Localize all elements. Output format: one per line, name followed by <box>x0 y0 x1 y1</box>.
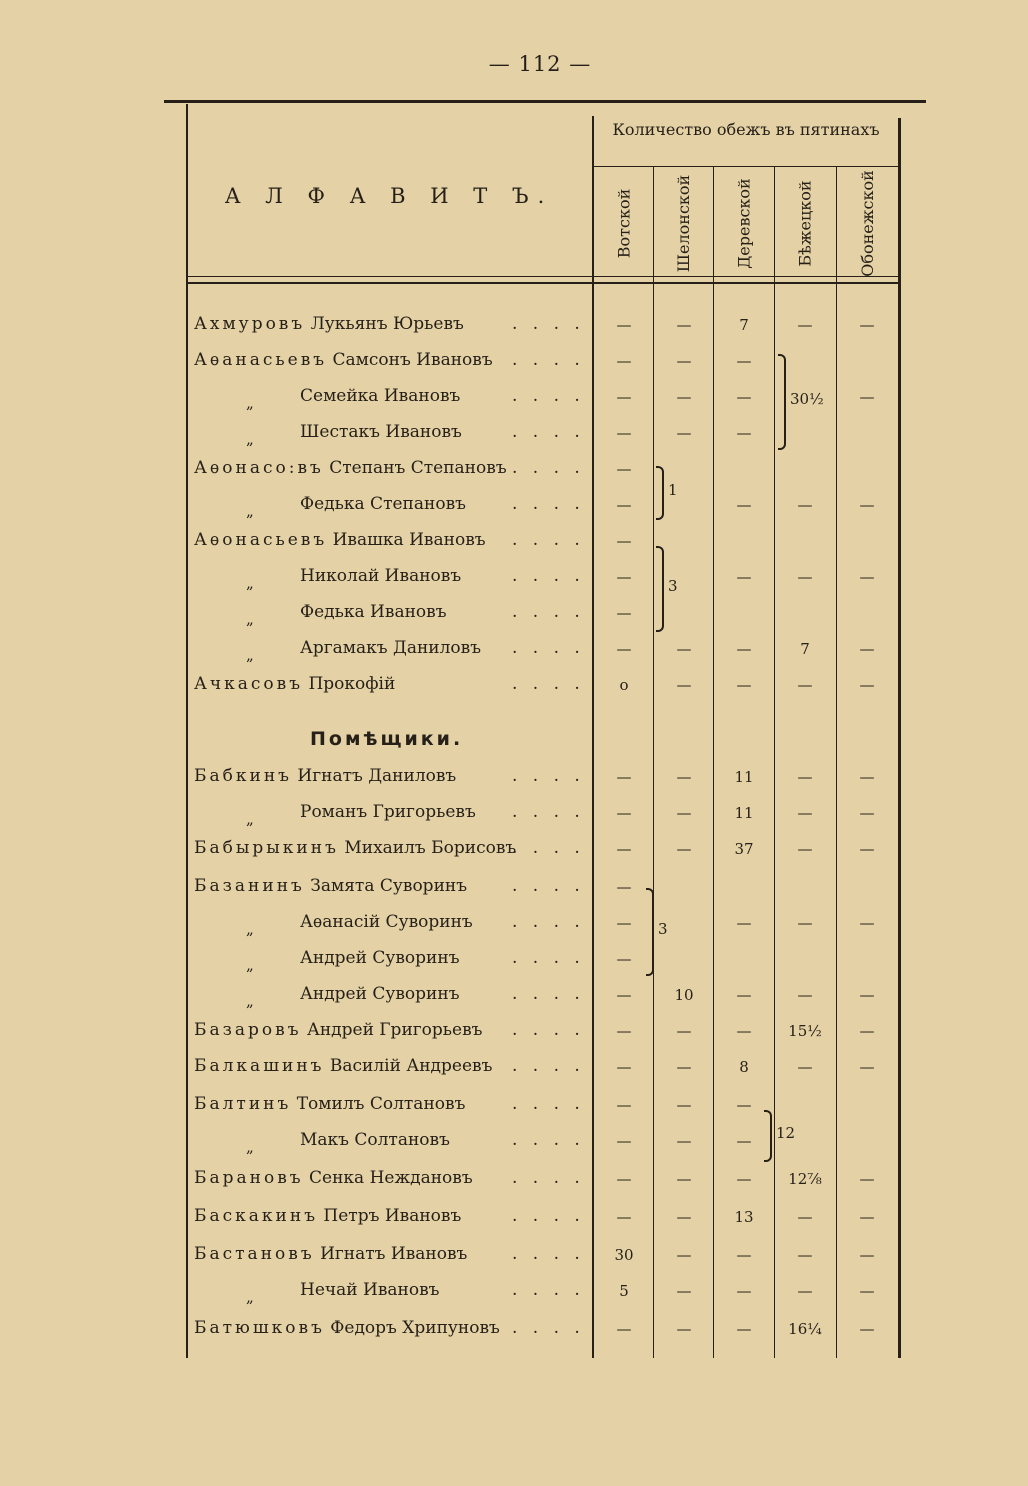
surname: Баскакинъ <box>194 1206 319 1226</box>
count-cell: — <box>616 424 632 442</box>
leader-dots: . . . . <box>512 602 585 622</box>
count-cell: — <box>736 640 752 658</box>
grouping-brace <box>656 466 664 520</box>
ditto-mark: „ <box>246 810 254 828</box>
landowner-name <box>246 802 476 828</box>
count-cell: — <box>797 986 813 1004</box>
count-cell: — <box>797 316 813 334</box>
count-cell: — <box>859 1246 875 1264</box>
landowner-name <box>194 1094 465 1114</box>
count-cell: — <box>736 1246 752 1264</box>
count-cell: — <box>616 1096 632 1114</box>
landowner-name <box>194 838 516 858</box>
landowner-name <box>194 1056 492 1076</box>
landowner-name <box>194 766 456 786</box>
count-cell: — <box>616 1170 632 1188</box>
ditto-mark: „ <box>246 1288 254 1306</box>
table-row <box>160 1272 930 1308</box>
surname: Балкашинъ <box>194 1056 325 1076</box>
count-cell: — <box>676 352 692 370</box>
table-row <box>160 976 930 1012</box>
count-cell: — <box>616 1132 632 1150</box>
given-name: Сенка Неждановъ <box>309 1168 473 1188</box>
count-cell: 5 <box>619 1282 629 1300</box>
count-cell: — <box>859 676 875 694</box>
table-row <box>160 758 930 794</box>
leader-dots: . . . . <box>512 314 585 334</box>
count-cell: — <box>616 804 632 822</box>
landowner-name <box>246 566 462 592</box>
count-cell: 11 <box>734 768 754 786</box>
table-row <box>160 868 930 904</box>
count-cell: — <box>736 1282 752 1300</box>
obezh-count-heading: Количество обежъ въ пятинахъ <box>612 120 880 139</box>
leader-dots: . . . . <box>512 638 585 658</box>
table-row <box>160 1236 930 1272</box>
surname: Аѳонасьевъ <box>194 530 328 550</box>
count-cell: — <box>797 1058 813 1076</box>
count-cell: — <box>736 914 752 932</box>
count-cell: — <box>736 1320 752 1338</box>
column-header-obonezhskoy: Обонежской <box>857 169 877 277</box>
given-name: Михаилъ Борисовъ <box>344 838 517 858</box>
given-name: Петръ Ивановъ <box>323 1206 462 1226</box>
surname: Батюшковъ <box>194 1318 325 1338</box>
leader-dots: . . . . <box>512 1280 585 1300</box>
grouping-brace <box>656 546 664 632</box>
page-number: — 112 — <box>488 52 592 76</box>
count-cell: — <box>616 1208 632 1226</box>
count-cell: 37 <box>734 840 754 858</box>
landowner-name <box>246 422 462 448</box>
count-cell: — <box>616 460 632 478</box>
table-row <box>160 594 930 630</box>
table-row <box>160 1012 930 1048</box>
leader-dots: . . . . <box>512 494 585 514</box>
surname: Бастановъ <box>194 1244 315 1264</box>
count-cell: — <box>797 804 813 822</box>
leader-dots: . . . . <box>512 912 585 932</box>
section-title: Помѣщики. <box>310 728 464 750</box>
table-row <box>160 1122 930 1158</box>
given-name: Самсонъ Ивановъ <box>332 350 493 370</box>
grouping-brace <box>764 1110 772 1162</box>
count-cell: — <box>736 424 752 442</box>
leader-dots: . . . . <box>512 674 585 694</box>
given-name: Шестакъ Ивановъ <box>300 422 462 442</box>
count-cell: — <box>859 840 875 858</box>
count-cell: — <box>616 768 632 786</box>
column-header-bezhetskoy: Бѣжецкой <box>795 179 815 267</box>
ditto-mark: „ <box>246 992 254 1010</box>
count-cell: — <box>676 840 692 858</box>
table-row <box>160 666 930 702</box>
count-cell: 15½ <box>788 1022 822 1040</box>
leader-dots: . . . . <box>512 422 585 442</box>
landowner-name <box>246 912 473 938</box>
count-cell: — <box>859 1282 875 1300</box>
given-name: Андрей Суворинъ <box>300 984 460 1004</box>
surname: Базанинъ <box>194 876 305 896</box>
leader-dots: . . . . <box>512 948 585 968</box>
count-cell: — <box>859 496 875 514</box>
table-row <box>160 522 930 558</box>
surname: Аѳанасьевъ <box>194 350 328 370</box>
landowner-name <box>194 1206 461 1226</box>
count-cell: — <box>676 804 692 822</box>
leader-dots: . . . . <box>512 386 585 406</box>
count-cell: — <box>676 1170 692 1188</box>
grouping-brace <box>778 354 786 450</box>
ditto-mark: „ <box>246 956 254 974</box>
count-cell: — <box>859 640 875 658</box>
given-name: Игнатъ Ивановъ <box>320 1244 468 1264</box>
count-cell: — <box>616 496 632 514</box>
surname: Ахмуровъ <box>194 314 306 334</box>
brace-value: 1 <box>668 481 678 499</box>
count-cell: — <box>797 1208 813 1226</box>
given-name: Андрей Григорьевъ <box>306 1020 483 1040</box>
count-cell: — <box>676 1022 692 1040</box>
count-cell: — <box>616 640 632 658</box>
leader-dots: . . . . <box>512 984 585 1004</box>
landowner-name <box>246 386 461 412</box>
count-cell: — <box>797 1246 813 1264</box>
count-cell: — <box>676 1096 692 1114</box>
table-row <box>160 414 930 450</box>
landowner-name <box>246 602 447 628</box>
given-name: Семейка Ивановъ <box>300 386 461 406</box>
count-cell: — <box>736 1022 752 1040</box>
count-cell: — <box>859 1320 875 1338</box>
leader-dots: . . . . <box>512 1056 585 1076</box>
landowner-name <box>246 1280 440 1306</box>
table-row <box>160 1160 930 1196</box>
surname: Ачкасовъ <box>194 674 304 694</box>
count-cell: 13 <box>734 1208 754 1226</box>
count-cell: — <box>859 1022 875 1040</box>
count-cell: — <box>676 1320 692 1338</box>
alphabet-heading: А Л Ф А В И Т Ъ. <box>224 184 554 208</box>
given-name: Нечай Ивановъ <box>300 1280 440 1300</box>
count-cell: — <box>676 676 692 694</box>
count-cell: — <box>797 840 813 858</box>
count-cell: — <box>859 1058 875 1076</box>
brace-value: 3 <box>658 920 668 938</box>
brace-value: 30½ <box>790 390 824 408</box>
table-row <box>160 558 930 594</box>
given-name: Николай Ивановъ <box>300 566 462 586</box>
count-cell: — <box>736 352 752 370</box>
table-row <box>160 1198 930 1234</box>
table-row <box>160 342 930 378</box>
leader-dots: . . . . <box>512 530 585 550</box>
group-head-underline <box>594 166 898 167</box>
grouping-brace <box>646 888 654 976</box>
count-cell: — <box>859 914 875 932</box>
count-cell: — <box>736 1096 752 1114</box>
surname: Аѳонасо:въ <box>194 458 324 478</box>
table-row <box>160 630 930 666</box>
landowner-name <box>194 1244 467 1264</box>
surname: Бабкинъ <box>194 766 292 786</box>
count-cell: — <box>616 1320 632 1338</box>
count-cell: — <box>676 1058 692 1076</box>
table-row <box>160 830 930 866</box>
count-cell: — <box>676 388 692 406</box>
count-cell: 16¼ <box>788 1320 822 1338</box>
given-name: Лукьянъ Юрьевъ <box>310 314 464 334</box>
table-row <box>160 794 930 830</box>
count-cell: 7 <box>800 640 810 658</box>
leader-dots: . . . . <box>512 1206 585 1226</box>
landowner-name <box>194 674 395 694</box>
landowner-name <box>194 876 467 896</box>
count-cell: — <box>859 804 875 822</box>
count-cell: — <box>736 568 752 586</box>
landowner-name <box>246 984 460 1010</box>
landowner-name <box>194 1168 473 1188</box>
leader-dots: . . . . <box>512 876 585 896</box>
count-cell: — <box>676 424 692 442</box>
landowner-name <box>246 494 466 520</box>
landowner-name <box>246 638 482 664</box>
table-row <box>160 940 930 976</box>
given-name: Василій Андреевъ <box>329 1056 493 1076</box>
count-cell: — <box>859 768 875 786</box>
count-cell: 12⅞ <box>788 1170 822 1188</box>
count-cell: 10 <box>674 986 694 1004</box>
given-name: Андрей Суворинъ <box>300 948 460 968</box>
count-cell: — <box>676 1282 692 1300</box>
count-cell: — <box>676 1208 692 1226</box>
given-name: Замята Суворинъ <box>310 876 468 896</box>
count-cell: — <box>859 568 875 586</box>
table-row <box>160 1048 930 1084</box>
count-cell: 30 <box>614 1246 634 1264</box>
count-cell: — <box>736 1132 752 1150</box>
ditto-mark: „ <box>246 610 254 628</box>
count-cell: — <box>616 840 632 858</box>
count-cell: 7 <box>739 316 749 334</box>
landowner-name <box>194 1020 483 1040</box>
count-cell: — <box>736 986 752 1004</box>
column-header-votskoy: Вотской <box>614 188 634 258</box>
landowner-name <box>194 314 464 334</box>
count-cell: — <box>797 568 813 586</box>
count-cell: — <box>859 986 875 1004</box>
leader-dots: . . . . <box>512 766 585 786</box>
column-header-derevskoy: Деревской <box>734 177 754 269</box>
count-cell: — <box>616 914 632 932</box>
ditto-mark: „ <box>246 646 254 664</box>
table-row <box>160 1086 930 1122</box>
leader-dots: . . . . <box>512 458 585 478</box>
count-cell: — <box>736 388 752 406</box>
count-cell: — <box>616 1058 632 1076</box>
leader-dots: . . . . <box>512 566 585 586</box>
count-cell: — <box>676 1132 692 1150</box>
header-double-rule-2 <box>188 282 898 284</box>
given-name: Аргамакъ Даниловъ <box>300 638 482 658</box>
count-cell: — <box>676 768 692 786</box>
leader-dots: . . . . <box>512 1318 585 1338</box>
top-rule <box>164 100 926 103</box>
given-name: Прокофій <box>308 674 396 694</box>
count-cell: — <box>616 352 632 370</box>
ditto-mark: „ <box>246 394 254 412</box>
count-cell: — <box>616 950 632 968</box>
brace-value: 12 <box>776 1124 796 1142</box>
landowner-name <box>194 458 507 478</box>
count-cell: — <box>736 496 752 514</box>
count-cell: — <box>616 1022 632 1040</box>
count-cell: — <box>616 388 632 406</box>
given-name: Степанъ Степановъ <box>329 458 507 478</box>
ditto-mark: „ <box>246 430 254 448</box>
count-cell: — <box>797 676 813 694</box>
count-cell: — <box>676 640 692 658</box>
count-cell: — <box>859 1208 875 1226</box>
column-header-shelonskoy: Шелонской <box>674 174 694 272</box>
count-cell: — <box>859 388 875 406</box>
given-name: Федька Ивановъ <box>300 602 447 622</box>
count-cell: — <box>616 316 632 334</box>
given-name: Романъ Григорьевъ <box>300 802 476 822</box>
table-row <box>160 486 930 522</box>
leader-dots: . . . . <box>512 1168 585 1188</box>
surname: Барановъ <box>194 1168 304 1188</box>
leader-dots: . . . . <box>512 350 585 370</box>
count-cell: — <box>859 1170 875 1188</box>
given-name: Ивашка Ивановъ <box>332 530 486 550</box>
leader-dots: . . . . <box>512 1094 585 1114</box>
count-cell: — <box>859 316 875 334</box>
landowner-name <box>246 948 460 974</box>
table-row <box>160 450 930 486</box>
given-name: Макъ Солтановъ <box>300 1130 450 1150</box>
ditto-mark: „ <box>246 1138 254 1156</box>
surname: Базаровъ <box>194 1020 302 1040</box>
surname: Бабырыкинъ <box>194 838 339 858</box>
count-cell: 8 <box>739 1058 749 1076</box>
count-cell: — <box>736 676 752 694</box>
given-name: Игнатъ Даниловъ <box>297 766 457 786</box>
surname: Балтинъ <box>194 1094 292 1114</box>
given-name: Федька Степановъ <box>300 494 466 514</box>
count-cell: — <box>616 604 632 622</box>
brace-value: 3 <box>668 577 678 595</box>
ditto-mark: „ <box>246 920 254 938</box>
given-name: Томилъ Солтановъ <box>296 1094 466 1114</box>
leader-dots: . . . . <box>512 1244 585 1264</box>
table-row <box>160 904 930 940</box>
count-cell: — <box>676 316 692 334</box>
leader-dots: . . . . <box>512 802 585 822</box>
given-name: Аѳанасій Суворинъ <box>300 912 473 932</box>
count-cell: — <box>616 568 632 586</box>
count-cell: — <box>616 532 632 550</box>
count-cell: — <box>676 1246 692 1264</box>
count-cell: — <box>616 986 632 1004</box>
leader-dots: . . . . <box>512 1020 585 1040</box>
given-name: Федоръ Хрипуновъ <box>330 1318 500 1338</box>
landowner-table <box>160 98 930 1360</box>
leader-dots: . . . . <box>512 838 585 858</box>
count-cell: — <box>616 878 632 896</box>
ditto-mark: „ <box>246 574 254 592</box>
ditto-mark: „ <box>246 502 254 520</box>
landowner-name <box>246 1130 450 1156</box>
count-cell: — <box>797 914 813 932</box>
count-cell: — <box>797 496 813 514</box>
count-cell: — <box>797 1282 813 1300</box>
count-cell: о <box>619 676 629 694</box>
count-cell: — <box>797 768 813 786</box>
count-cell: 11 <box>734 804 754 822</box>
leader-dots: . . . . <box>512 1130 585 1150</box>
landowner-name <box>194 350 493 370</box>
table-row <box>160 1310 930 1346</box>
table-row <box>160 306 930 342</box>
landowner-name <box>194 530 486 550</box>
count-cell: — <box>736 1170 752 1188</box>
landowner-name <box>194 1318 500 1338</box>
